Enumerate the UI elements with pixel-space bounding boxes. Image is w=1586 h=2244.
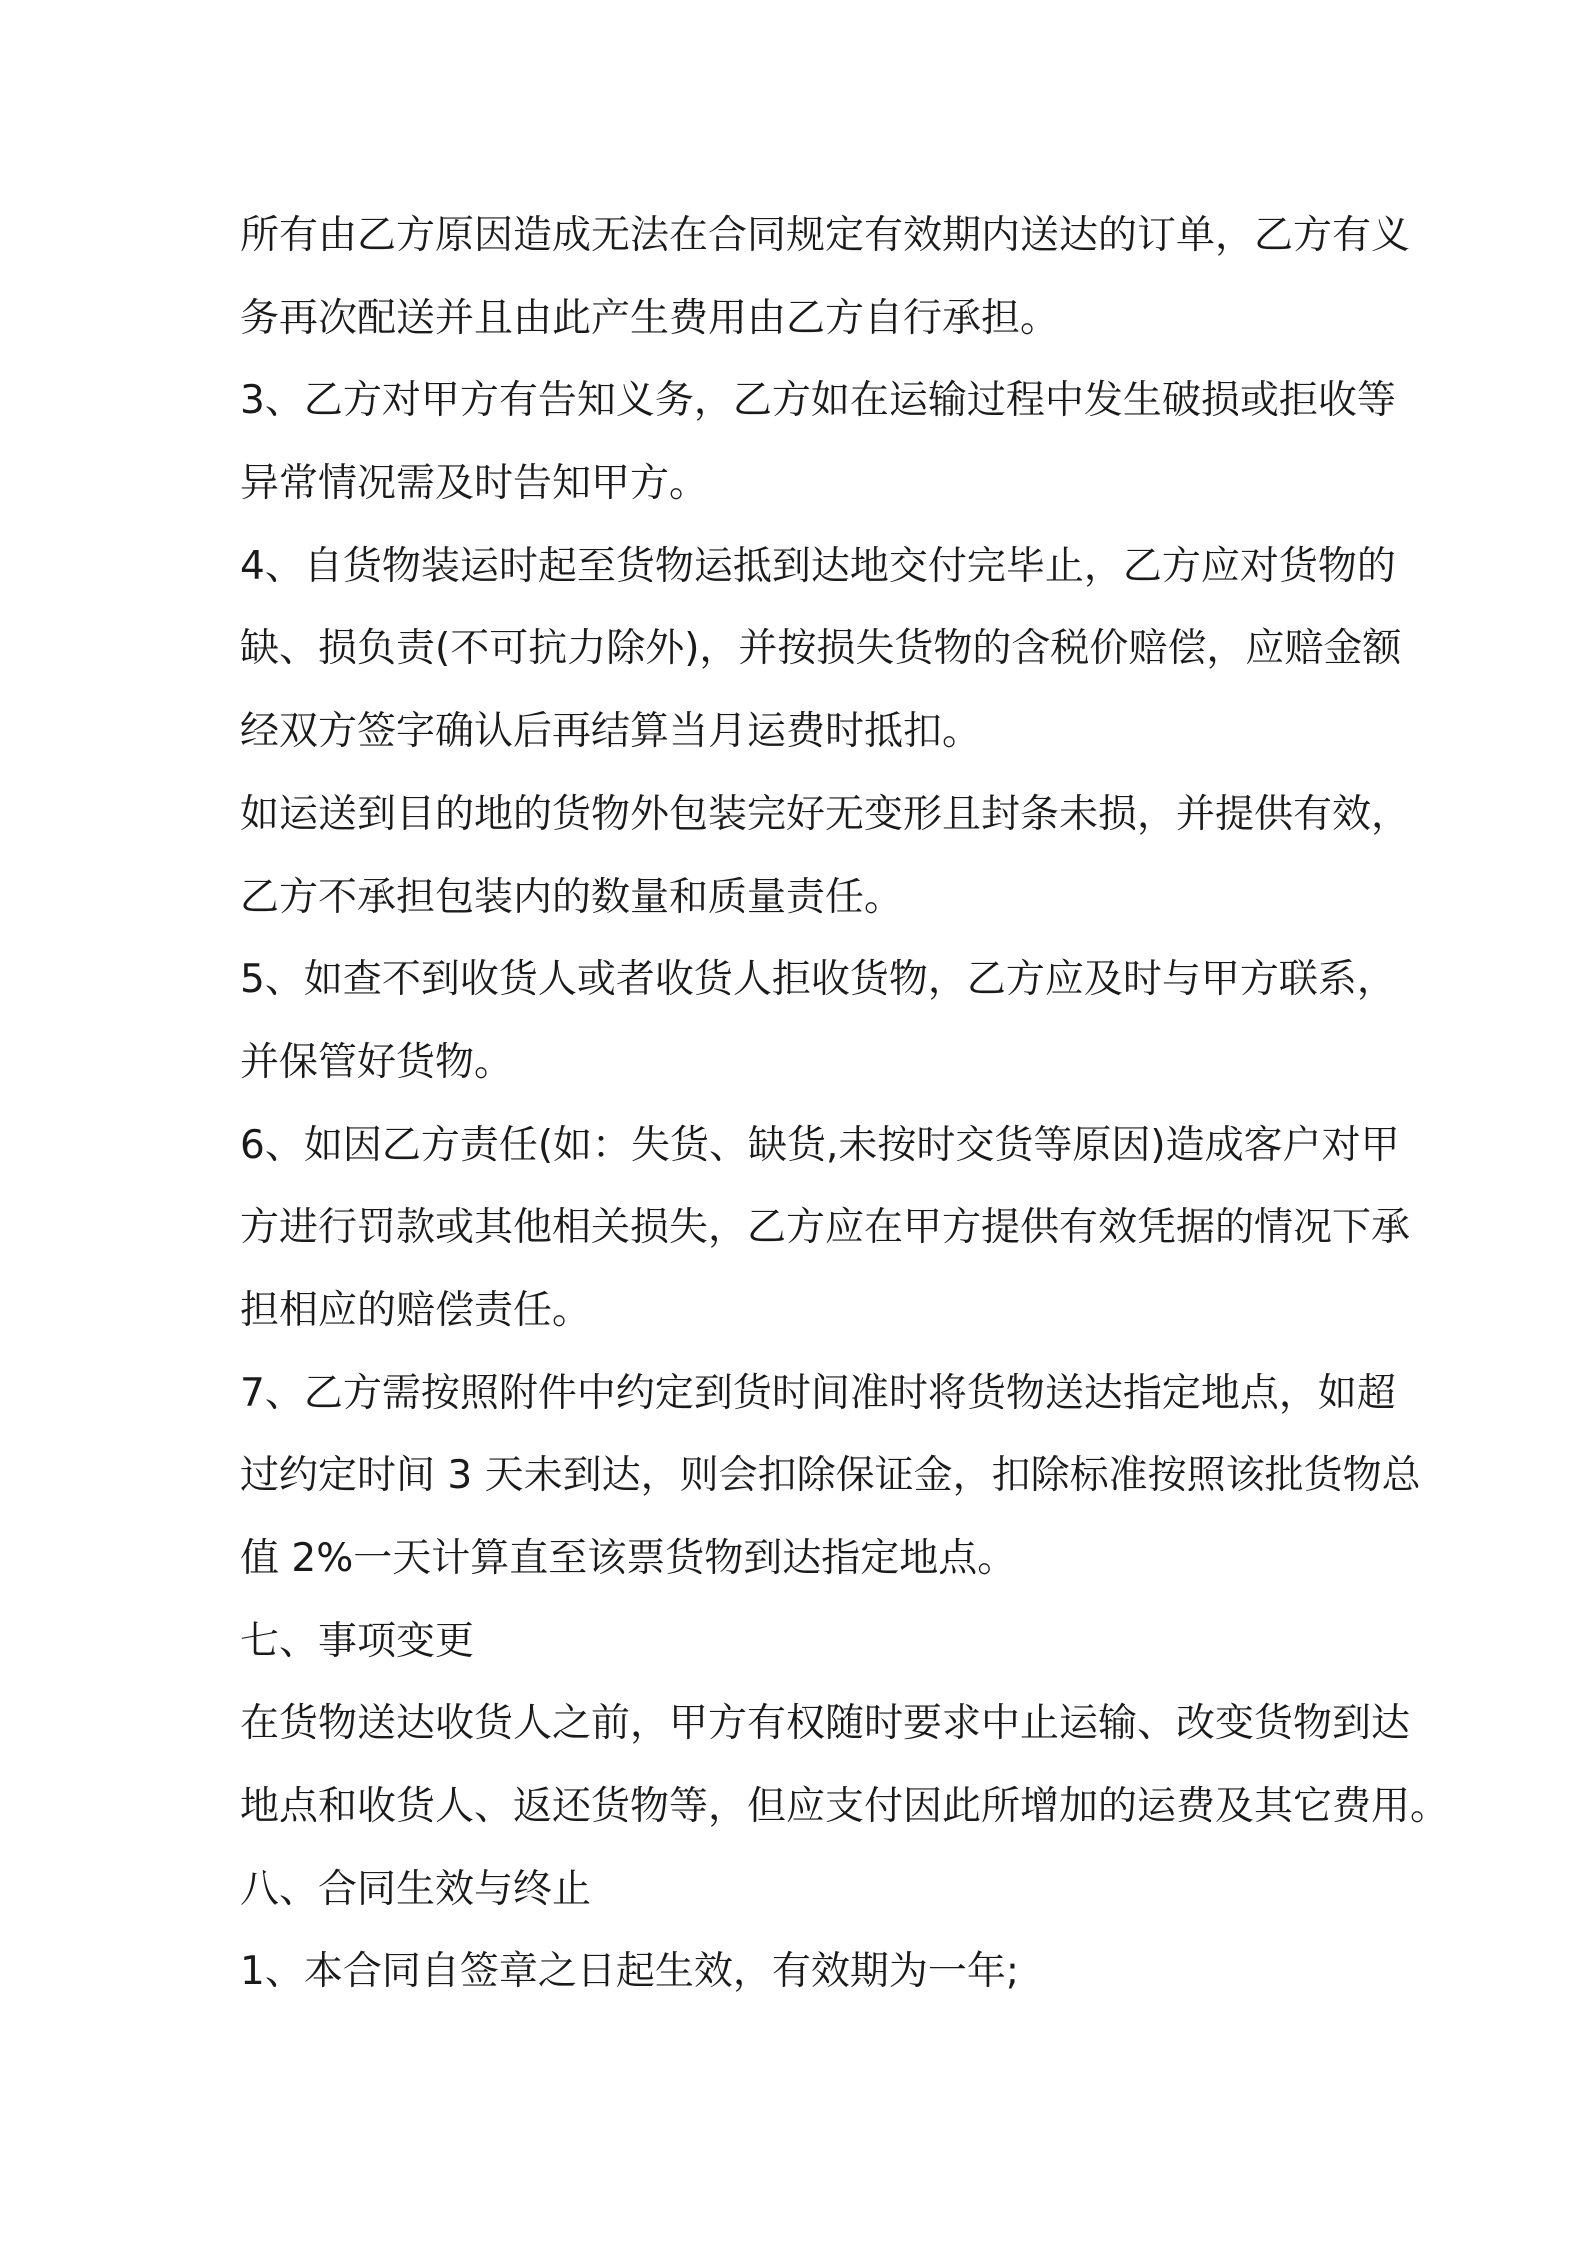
text-line: 5、如查不到收货人或者收货人拒收货物，乙方应及时与甲方联系， <box>240 957 1396 1003</box>
text-line: 经双方签字确认后再结算当月运费时抵扣。 <box>240 709 982 755</box>
text-line: 并保管好货物。 <box>240 1039 514 1085</box>
text-line: 4、自货物装运时起至货物运抵到达地交付完毕止，乙方应对货物的 <box>240 543 1396 589</box>
text-line: 缺、损负责(不可抗力除外)，并按损失货物的含税价赔偿，应赔金额 <box>240 626 1402 672</box>
text-line: 在货物送达收货人之前，甲方有权随时要求中止运输、改变货物到达 <box>240 1701 1411 1747</box>
text-line: 务再次配送并且由此产生费用由乙方自行承担。 <box>240 295 1060 341</box>
contract-text <box>240 195 1450 2014</box>
text-line: 7、乙方需按照附件中约定到货时间准时将货物送达指定地点，如超 <box>240 1370 1396 1416</box>
text-line: 方进行罚款或其他相关损失，乙方应在甲方提供有效凭据的情况下承 <box>240 1205 1411 1251</box>
text-line: 地点和收货人、返还货物等，但应支付因此所增加的运费及其它费用。 <box>240 1784 1450 1830</box>
text-line: 1、本合同自签章之日起生效，有效期为一年; <box>240 1949 1019 1995</box>
text-line: 如运送到目的地的货物外包装完好无变形且封条未损，并提供有效， <box>240 791 1411 837</box>
text-line: 乙方不承担包装内的数量和质量责任。 <box>240 874 904 920</box>
section-heading: 七、事项变更 <box>240 1618 475 1664</box>
text-line: 值 2%一天计算直至该票货物到达指定地点。 <box>240 1536 1017 1581</box>
text-line: 过约定时间 3 天未到达，则会扣除保证金，扣除标准按照该批货物总 <box>240 1453 1421 1499</box>
text-line: 担相应的赔偿责任。 <box>240 1287 592 1333</box>
text-line: 6、如因乙方责任(如：失货、缺货,未按时交货等原因)造成客户对甲 <box>240 1122 1400 1168</box>
section-heading: 八、合同生效与终止 <box>240 1866 592 1912</box>
text-line: 所有由乙方原因造成无法在合同规定有效期内送达的订单，乙方有义 <box>240 213 1411 258</box>
text-line: 3、乙方对甲方有告知义务，乙方如在运输过程中发生破损或拒收等 <box>240 378 1396 424</box>
text-line: 异常情况需及时告知甲方。 <box>240 461 709 507</box>
